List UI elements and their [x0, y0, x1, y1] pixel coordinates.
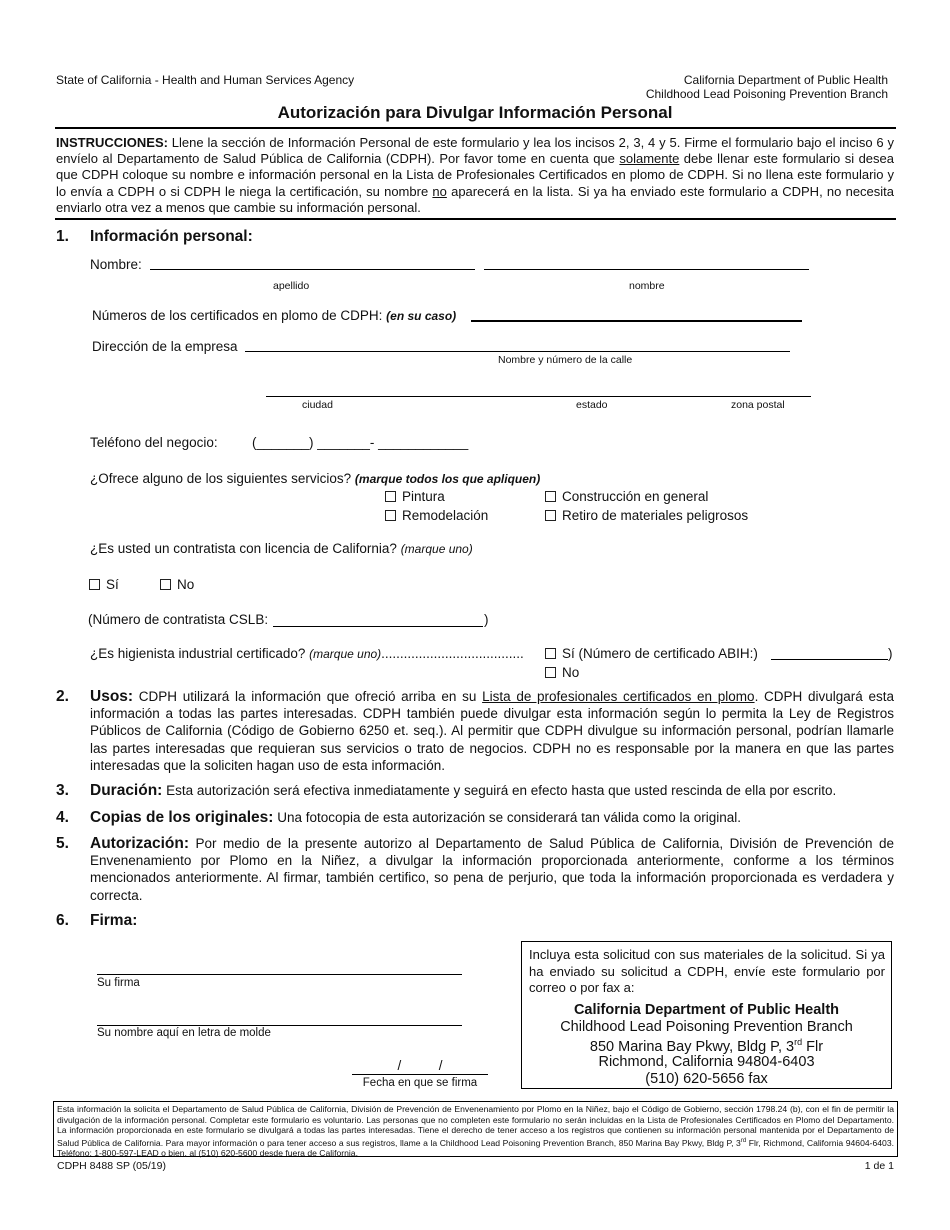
section2-number: 2. [56, 688, 69, 705]
street-caption: Nombre y número de la calle [498, 354, 633, 366]
privacy-text-a: Esta información la solicita el Departamento de Salud Pública de California, División de Prevención de Envenenamiento por Plomo en la Niñez, bajo el Código de Gobierno, sección 1798.24 (b), con el fin de permitir la divulgación de la información personal. Completar este formulario es voluntario. Las personas que no completen este formulario no serán incluidas en la Lista de Profesionales Certificados en Plomo del Departamento. La información proporcionada en este formulario se divulgará a todas las partes interesadas. Tiene el derecho de tener acceso a los registros que contienen su información personal mantenida por el Departamento de Salud Pública de California. Para mayor información o para tener acceso a sus registros, llame a la Childhood Lead Poisoning Prevention Branch, 850 Marina Bay Pkwy, Bldg P, 3 [57, 1104, 894, 1148]
privacy-sup: rd [740, 1137, 747, 1144]
instructions-text-a: Llene la sección de Información Personal de este formulario y lea los incisos 2, 3, 4 y 5. Firme el formulario bajo el inciso 6 y envíelo al Departamento de Salud Pública de California (CDPH). Por favor tome en cuenta que [56, 135, 894, 167]
form-id: CDPH 8488 SP (05/19) [57, 1160, 166, 1172]
checkbox-retiro[interactable] [545, 510, 556, 521]
section3-text: Esta autorización será efectiva inmediatamente y seguirá en efecto hasta que usted rescinda de ella por escrito. [162, 783, 837, 798]
department-header [646, 73, 888, 101]
section6-title: Firma: [90, 912, 138, 929]
abih-input-line[interactable] [771, 659, 888, 660]
servicio-construccion[interactable] [545, 489, 708, 504]
servicio-pintura[interactable] [385, 489, 445, 504]
mailing-branch: Childhood Lead Poisoning Prevention Branch [560, 1019, 853, 1035]
section2-list-link[interactable]: Lista de profesionales certificados en plomo [482, 689, 755, 704]
section5-text: Por medio de la presente autorizo al Departamento de Salud Pública de California, División de Prevención de Envenenamiento por Plomo en la Niñez, a divulgar la información proporcionada anteriormente, conforme a los términos mencionados anteriormente. Al firmar, también certifico, so pena de perjurio, que toda la información proporcionada es verdadera y correcta. [90, 836, 894, 903]
servicio-pintura-label: Pintura [402, 489, 445, 504]
apellido-input-line[interactable] [150, 269, 475, 270]
contratista-si[interactable] [89, 577, 119, 592]
firma-caption: Su firma [97, 977, 140, 989]
checkbox-higienista-no[interactable] [545, 667, 556, 678]
section5-title: Autorización: [90, 835, 190, 852]
section5-body [90, 835, 894, 904]
section1-title: Información personal: [90, 228, 253, 245]
mailing-intro: Incluya esta solicitud con sus materiales de la solicitud. Si ya ha enviado su solicitud a CDPH, envíe este formulario por correo o por fax a: [529, 947, 885, 995]
agency-header: State of California - Health and Human Services Agency [56, 73, 355, 87]
ciudad-caption: ciudad [302, 399, 333, 411]
mailing-address-a: 850 Marina Bay Pkwy, Bldg P, 3 [589, 1038, 795, 1055]
city-state-zip-input-line[interactable] [266, 396, 811, 397]
nombre-caption: nombre [629, 280, 665, 292]
instructions-text-c: aparecerá en la lista. Si ya ha enviado este formulario a CDPH, no necesita enviarlo otra vez a menos que cambie su información personal. [56, 183, 895, 215]
street-input-line[interactable] [245, 351, 790, 352]
privacy-notice [53, 1101, 898, 1157]
servicio-remodelacion-label: Remodelación [402, 508, 489, 523]
section3-body [90, 782, 894, 799]
higienista-question-text: ¿Es higienista industrial certificado? [90, 646, 306, 661]
section2-text-b: . CDPH divulgará esta información a todas las partes interesadas. CDPH también puede divulgar esta información según lo permita la Ley de Registros Públicos de California (Código de Gobierno 6250 et. seq.). Al permitir que CDPH divulgue su información personal, podrían llamarle las partes interesadas que requieran sus servicios o trato de negocios. CDPH no es responsable por la manera en que las partes interesadas que la soliciten hagan uso de esta información. [90, 689, 895, 773]
section4-text: Una fotocopia de esta autorización se considerará tan válida como la original. [273, 810, 741, 825]
section6-number: 6. [56, 912, 69, 929]
checkbox-remodelacion[interactable] [385, 510, 396, 521]
contratista-question-text: ¿Es usted un contratista con licencia de California? [90, 541, 397, 556]
section4-body [90, 809, 894, 826]
higienista-no[interactable] [545, 665, 579, 680]
contratista-si-label: Sí [106, 577, 119, 592]
mailing-city: Richmond, California 94804-6403 [598, 1054, 815, 1070]
abih-label: Sí (Número de certificado ABIH:) [562, 646, 758, 661]
instructions-rule [55, 218, 896, 220]
cert-label-text: Números de los certificados en plomo de CDPH: [92, 308, 383, 323]
servicios-note: (marque todos los que apliquen) [354, 472, 541, 486]
mailing-box [521, 941, 892, 1089]
branch-name: Childhood Lead Poisoning Prevention Branch [645, 87, 888, 101]
section4-title: Copias de los originales: [90, 809, 274, 826]
higienista-dots: ...................................... [381, 646, 524, 661]
servicio-remodelacion[interactable] [385, 508, 488, 523]
contratista-note: (marque uno) [400, 542, 473, 556]
contratista-no-label: No [177, 577, 195, 592]
section1-number: 1. [56, 228, 69, 245]
mailing-address-b: Flr [802, 1038, 824, 1055]
section2-title: Usos: [90, 688, 134, 705]
servicios-question [90, 471, 540, 486]
section3-number: 3. [56, 782, 69, 799]
section3-title: Duración: [90, 782, 163, 799]
instructions-no: no [432, 183, 447, 199]
contratista-question [90, 541, 473, 556]
title-rule [55, 127, 896, 129]
telefono-input[interactable]: (_______) _______- ____________ [252, 435, 469, 450]
higienista-note: (marque uno) [309, 647, 382, 661]
nombre-molde-caption: Su nombre aquí en letra de molde [97, 1027, 271, 1039]
cert-note: (en su caso) [386, 309, 457, 323]
firma-input-line[interactable] [97, 974, 462, 975]
mailing-address-sup: rd [794, 1037, 803, 1047]
instructions-solamente: solamente [619, 151, 680, 167]
higienista-si[interactable] [545, 646, 758, 661]
higienista-question [90, 646, 524, 661]
instructions [56, 135, 894, 216]
mailing-org: California Department of Public Health [573, 1002, 840, 1018]
abih-close: ) [888, 646, 893, 661]
section2-text-a: CDPH utilizará la información que ofreció arriba en su [133, 689, 483, 704]
telefono-label: Teléfono del negocio: [90, 435, 218, 450]
cert-numbers-label [92, 308, 456, 323]
cslb-input-line[interactable] [273, 626, 483, 627]
cslb-close: ) [484, 612, 489, 627]
instructions-label: INSTRUCCIONES: [56, 135, 168, 150]
cslb-label: (Número de contratista CSLB: [88, 612, 269, 627]
estado-caption: estado [576, 399, 608, 411]
servicio-construccion-label: Construcción en general [562, 489, 709, 504]
servicio-retiro[interactable] [545, 508, 748, 523]
higienista-no-label: No [562, 665, 580, 680]
apellido-caption: apellido [273, 280, 310, 292]
contratista-no[interactable] [160, 577, 194, 592]
nombre-label: Nombre: [90, 257, 142, 272]
fecha-input-line[interactable] [352, 1074, 488, 1075]
cert-numbers-input-line[interactable] [471, 320, 802, 322]
checkbox-contratista-no[interactable] [160, 579, 171, 590]
checkbox-pintura[interactable] [385, 491, 396, 502]
section4-number: 4. [56, 809, 69, 826]
mailing-fax: (510) 620-5656 fax [645, 1071, 768, 1087]
servicio-retiro-label: Retiro de materiales peligrosos [562, 508, 749, 523]
nombre-input-line[interactable] [484, 269, 809, 270]
fecha-input[interactable]: / / [397, 1058, 443, 1073]
zip-caption: zona postal [731, 399, 785, 411]
section2-body [90, 688, 894, 774]
page-number: 1 de 1 [864, 1160, 894, 1172]
checkbox-construccion[interactable] [545, 491, 556, 502]
direccion-label: Dirección de la empresa [92, 339, 238, 354]
fecha-caption: Fecha en que se firma [362, 1077, 478, 1089]
servicios-question-text: ¿Ofrece alguno de los siguientes servicios? [90, 471, 352, 486]
instructions-text-b: debe llenar este formulario si desea que CDPH coloque su nombre e información personal en la Lista de Profesionales Certificados en plomo de CDPH. Si no llena este formulario y lo envía a CDPH o si CDPH le niega la certificación, su nombre [56, 151, 894, 199]
checkbox-higienista-si[interactable] [545, 648, 556, 659]
privacy-text-b: Flr, Richmond, California 94604-6403. Teléfono: 1-800-597-LEAD o bien, al (510) 620-5600 desde fuera de California. [57, 1137, 894, 1159]
form-title: Autorización para Divulgar Información Personal [277, 103, 673, 122]
department-name: California Department of Public Health [683, 73, 888, 87]
checkbox-contratista-si[interactable] [89, 579, 100, 590]
nombre-molde-input-line[interactable] [97, 1025, 462, 1026]
mailing-address [522, 1037, 891, 1055]
section5-number: 5. [56, 835, 69, 852]
